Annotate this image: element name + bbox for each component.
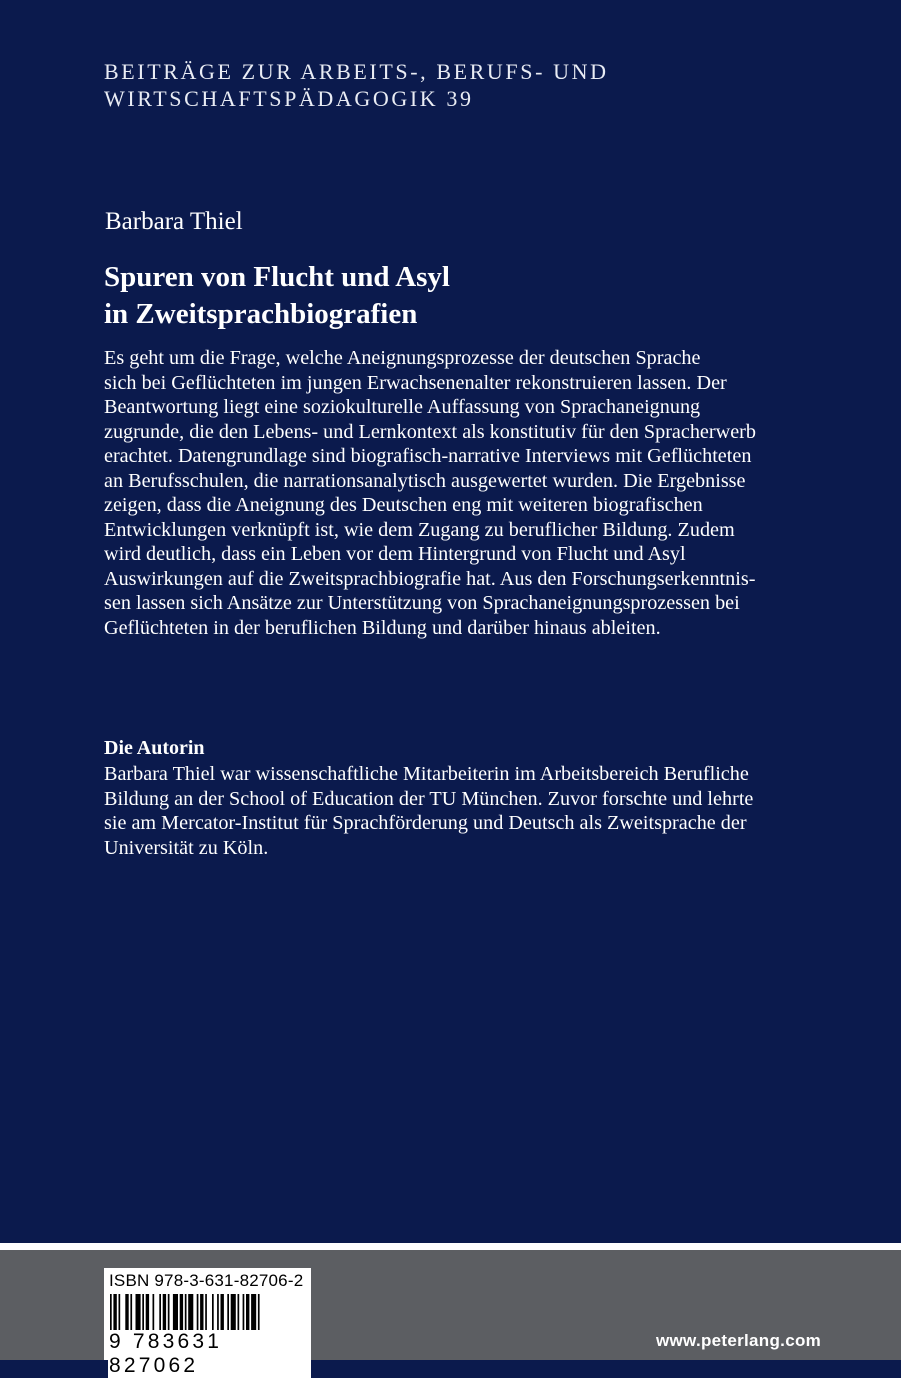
barcode-stripe [188,1294,193,1332]
barcode-stripe [163,1294,166,1332]
barcode-stripe [168,1294,170,1332]
barcode-stripe [258,1294,260,1332]
book-blurb [104,346,824,640]
barcode-bars [110,1294,306,1332]
blurb-line: zugrunde, die den Lebens- und Lernkontext als konstitutiv für den Spracherwerb [104,420,756,443]
isbn-label: ISBN 978-3-631-82706-2 [109,1271,304,1290]
barcode-stripe [212,1294,214,1332]
barcode-stripe [238,1294,240,1332]
blurb-line: Geflüchteten in der beruflichen Bildung und darüber hinaus ableiten. [104,616,661,639]
barcode-stripe [110,1294,112,1332]
isbn-barcode [104,1268,311,1377]
blurb-line: Es geht um die Frage, welche Aneignungsprozesse der deutschen Sprache [104,347,701,369]
publisher-website: www.peterlang.com [656,1331,822,1350]
barcode-stripe [227,1294,229,1332]
barcode-stripe [246,1294,249,1332]
blurb-line: Auswirkungen auf die Zweitsprachbiografie hat. Aus den Forschungserkenntnis- [104,567,756,590]
series-title [104,58,804,112]
blurb-line: Entwicklungen verknüpft ist, wie dem Zugang zu beruflicher Bildung. Zudem [104,518,735,541]
author-name: Barbara Thiel [105,208,243,235]
about-line: Bildung an der School of Education der TU München. Zuvor forschte und lehrte [104,787,754,810]
about-line: Universität zu Köln. [104,836,269,859]
book-title-line-2: in Zweitsprachbiografien [104,298,418,330]
about-author-text [104,762,824,860]
barcode-stripe [113,1294,116,1332]
book-title-line-1: Spuren von Flucht und Asyl [104,261,450,293]
blurb-line: sen lassen sich Ansätze zur Unterstützung von Sprachaneignungsprozessen bei [104,592,740,614]
barcode-stripe [136,1294,141,1332]
barcode-stripe [231,1294,236,1332]
about-author-heading: Die Autorin [104,737,205,759]
footer-divider [0,1243,901,1250]
blurb-line: an Berufsschulen, die narrationsanalytisch ausgewertet wurden. Die Ergebnisse [104,469,746,492]
barcode-stripe [119,1294,121,1332]
barcode-stripe [251,1294,256,1332]
barcode-stripe [159,1294,161,1332]
about-line: Barbara Thiel war wissenschaftliche Mitarbeiterin im Arbeitsbereich Berufliche [104,763,749,785]
barcode-stripe [146,1294,149,1332]
blurb-line: wird deutlich, dass ein Leben vor dem Hintergrund von Flucht und Asyl [104,543,686,565]
blurb-line: sich bei Geflüchteten im jungen Erwachsenenalter rekonstruieren lassen. Der [104,371,727,394]
series-title-line-1: BEITRÄGE ZUR ARBEITS-, BERUFS- UND [104,59,609,84]
barcode-stripe [197,1294,199,1332]
barcode-stripe [205,1294,207,1332]
blurb-line: zeigen, dass die Aneignung des Deutschen eng mit weiteren biografischen [104,494,703,516]
book-title [104,259,804,333]
barcode-stripe [153,1294,155,1332]
about-line: sie am Mercator-Institut für Sprachförderung und Deutsch als Zweitsprache der [104,812,747,834]
barcode-stripe [180,1294,183,1332]
barcode-stripe [221,1294,224,1332]
blurb-line: erachtet. Datengrundlage sind biografisch-narrative Interviews mit Geflüchteten [104,445,752,467]
blurb-line: Beantwortung liegt eine soziokulturelle Auffassung von Sprachaneignung [104,396,701,418]
barcode-digits: 9 783631 827062 [108,1330,311,1378]
barcode-stripe [185,1294,187,1332]
series-title-line-2: WIRTSCHAFTSPÄDAGOGIK 39 [104,86,474,111]
barcode-stripe [200,1294,203,1332]
barcode-stripe [217,1294,219,1332]
barcode-stripe [243,1294,245,1332]
barcode-stripe [142,1294,144,1332]
barcode-stripe [130,1294,132,1332]
barcode-stripe [173,1294,178,1332]
barcode-stripe [125,1294,128,1332]
